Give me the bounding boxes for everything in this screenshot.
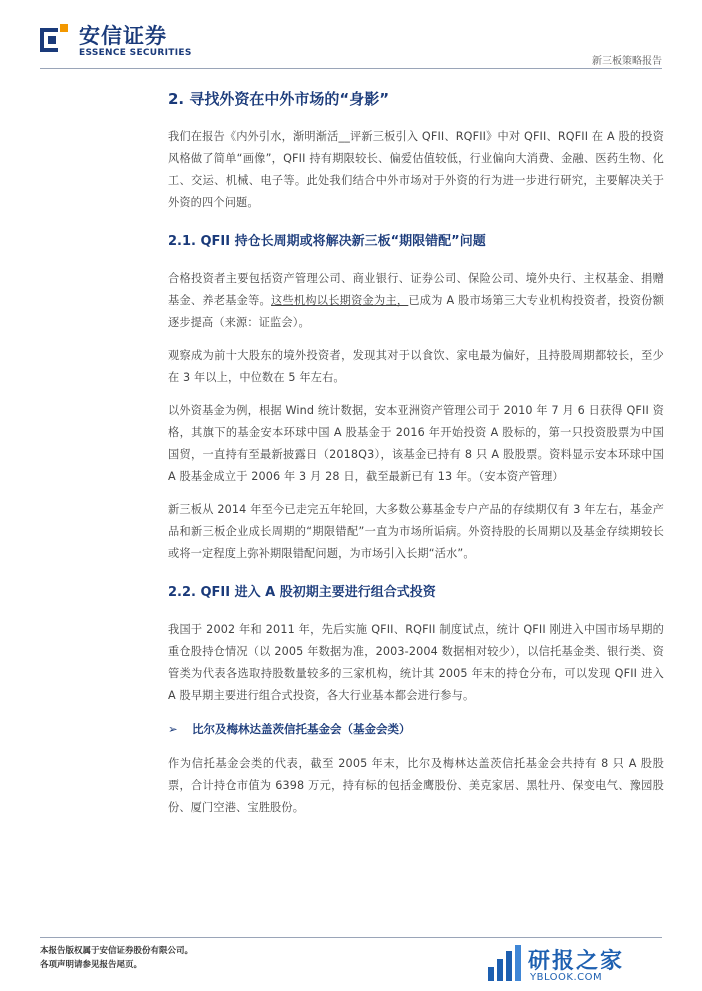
section-title: 2. 寻找外资在中外市场的“身影” bbox=[168, 90, 390, 108]
gates-foundation-bullet bbox=[168, 719, 664, 739]
investor-share-text: 已成为 A 股市场第三大专业机构投资者，投资份额逐步提高（来源：证监会）。 bbox=[168, 294, 664, 329]
long-term-capital-highlight: 这些机构以长期资金为主， bbox=[271, 294, 409, 307]
essence-logo-icon bbox=[38, 22, 70, 54]
header-divider bbox=[40, 68, 662, 69]
copyright-notice bbox=[40, 944, 193, 972]
watermark-url-text: YBLOOK.COM bbox=[530, 972, 603, 983]
section-intro-paragraph: 我们在报告《内外引水，渐明渐活__评新三板引入 QFII、RQFII》中对 QFII、RQFII 在 A 股的投资风格做了简单“画像”，QFII 持有期限较长、偏爱估值较低，行业偏向大消费、金融、医药生物、化工、交运、机械、电子等。此处我们结合中外市场对于外资的行为进一步进行研究，主要解决关于外资的四个问题。 bbox=[168, 130, 664, 209]
report-body bbox=[168, 86, 664, 819]
gates-foundation-heading: 比尔及梅林达盖茨信托基金会（基金会类） bbox=[192, 722, 411, 736]
copyright-line: 本报告版权属于安信证券股份有限公司。 bbox=[40, 946, 194, 956]
qfii-pilot-paragraph: 我国于 2002 年和 2011 年，先后实施 QFII、RQFII 制度试点，统计 QFII 刚进入中国市场早期的重仓股持仓情况（以 2005 年数据为准，2003-2004 数据相对较少），以信托基金类、银行类、资管类为代表各选取持股数量较多的三家机构，统计其 2005 年末的持仓分布，可以发现 QFII 进入 A 股早期主要进行组合式投资，各大行业基本都会进行参与。 bbox=[168, 623, 664, 702]
bar-chart-watermark-icon bbox=[486, 941, 524, 983]
subsection-title-2-1: 2.1. QFII 持仓长周期或将解决新三板“期限错配”问题 bbox=[168, 234, 486, 249]
investor-types-paragraph bbox=[168, 268, 664, 334]
maturity-mismatch-paragraph: 新三板从 2014 年至今已走完五年轮回，大多数公募基金专户产品的存续期仅有 3 年左右，基金产品和新三板企业成长周期的“期限错配”一直为市场所诟病。外资持股的长周期以及基金存续期较长或将一定程度上弥补期限错配问题，为市场引入长期“活水”。 bbox=[168, 503, 664, 560]
logo-chinese-name: 安信证券 bbox=[79, 23, 167, 48]
holding-period-paragraph: 观察成为前十大股东的境外投资者，发现其对于以食饮、家电最为偏好，且持股周期都较长，至少在 3 年以上，中位数在 5 年左右。 bbox=[168, 349, 664, 384]
footer-divider bbox=[40, 937, 662, 938]
aberdeen-fund-paragraph: 以外资基金为例，根据 Wind 统计数据，安本亚洲资产管理公司于 2010 年 7 月 6 日获得 QFII 资格，其旗下的基金安本环球中国 A 股基金于 2016 年开始投资 A 股标的，第一只投资股票为中国国贸，一直持有至最新披露日（2018Q3），该基金已持有 8 只 A 股股票。资料显示安本环球中国 A 股基金成立于 2006 年 3 月 28 日，截至最新已有 13 年。（安本资产管理） bbox=[168, 404, 664, 483]
investor-types-text: 合格投资者主要包括资产管理公司、商业银行、证券公司、保险公司、境外央行、主权基金、捐赠基金、养老基金等。 bbox=[168, 272, 664, 307]
disclaimer-line: 各项声明请参见报告尾页。 bbox=[40, 960, 143, 970]
watermark-chinese-text: 研报之家 bbox=[528, 949, 625, 974]
subsection-title-2-2: 2.2. QFII 进入 A 股初期主要进行组合式投资 bbox=[168, 585, 436, 600]
page-header bbox=[0, 0, 702, 75]
report-type-label: 新三板策略报告 bbox=[592, 56, 662, 67]
logo-english-name: ESSENCE SECURITIES bbox=[79, 48, 192, 58]
arrow-bullet-icon: ➢ bbox=[168, 722, 178, 736]
gates-foundation-paragraph: 作为信托基金会类的代表，截至 2005 年末，比尔及梅林达盖茨信托基金会共持有 8 只 A 股股票，合计持仓市值为 6398 万元，持有标的包括金鹰股份、美克家居、黑牡丹、保变电气、豫园股份、厦门空港、宝胜股份。 bbox=[168, 757, 664, 814]
